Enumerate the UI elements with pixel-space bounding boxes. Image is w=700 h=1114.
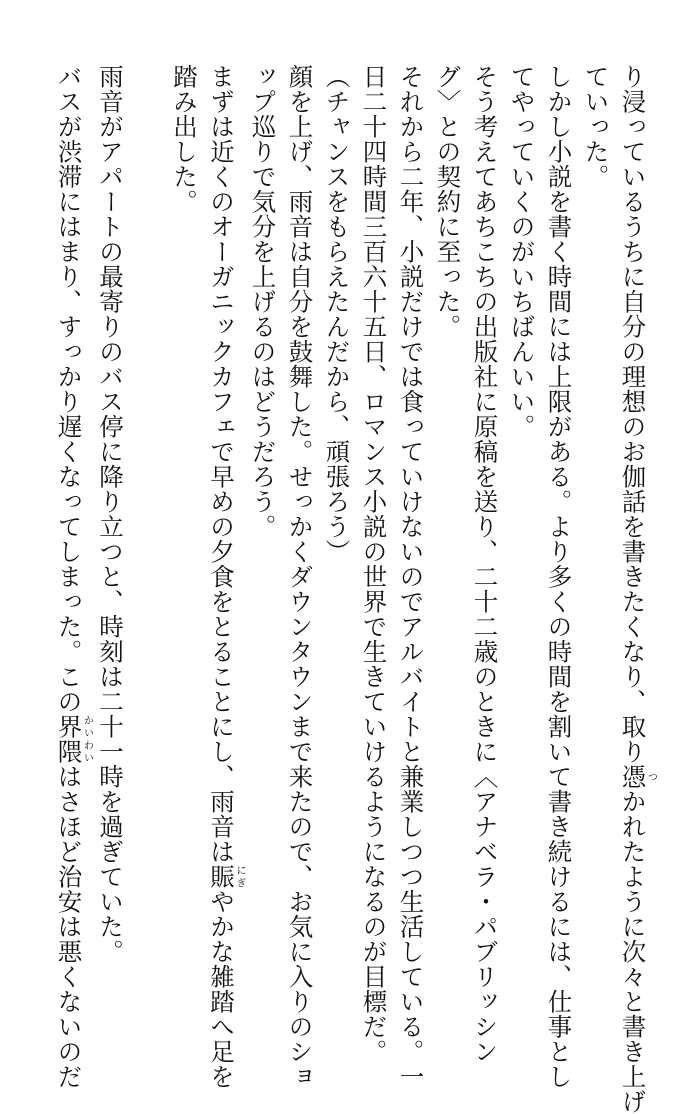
- ruby-nigi: 賑にぎ: [207, 864, 245, 889]
- text-line: 顔を上げ、雨音は自分を鼓舞した。せっかくダウンタウンまで来たので、お気に入りのショ: [285, 64, 315, 1089]
- ruby-kaiwai: 界隈かいわい: [54, 714, 93, 764]
- ruby-tsu: 憑つ: [618, 764, 657, 789]
- text-line: り浸っているうちに自分の理想のお伽話を書きたくなり、取り憑つかれたように次々と書き上げ: [618, 64, 657, 1114]
- text-line: そう考えてあちこちの出版社に原稿を送り、二十二歳のときに〈アナベラ・パブリッシン: [470, 64, 500, 1064]
- text-line: まずは近くのオーガニックカフェで早めの夕食をとることにし、雨音は賑にぎやかな雑踏へ足を: [207, 64, 245, 1089]
- text-line: 雨音がアパートの最寄りのバス停に降り立つと、時刻は二十一時を過ぎていた。: [96, 64, 125, 964]
- text-line: てやっていくのがいちばんいい。: [507, 64, 537, 439]
- text-line: しかし小説を書く時間には上限がある。より多くの時間を割いて書き続けるには、仕事とし: [544, 64, 574, 1089]
- text-line: グ〉との契約に至った。: [433, 64, 463, 339]
- blank-line: [129, 64, 166, 964]
- text-line: 日二十四時間三百六十五日、ロマンス小説の世界で生きていけるようになるのが目標だ。: [359, 64, 389, 1064]
- text-line: それから二年、小説だけでは食っていけないのでアルバイトと兼業しつつ生活している。一: [396, 64, 426, 1089]
- text-line: 踏み出した。: [170, 64, 199, 214]
- vertical-text-body: [36, 64, 657, 1114]
- text-line: バスが渋滞にはまり、すっかり遅くなってしまった。この界隈かいわいはさほど治安は悪くないのだ: [54, 64, 93, 1089]
- text-line: （チャンスをもらえたんだから、頑張ろう）: [322, 64, 352, 564]
- text-line: ップ巡りで気分を上げるのはどうだろう。: [248, 64, 278, 539]
- text-line: ていった。: [581, 64, 611, 189]
